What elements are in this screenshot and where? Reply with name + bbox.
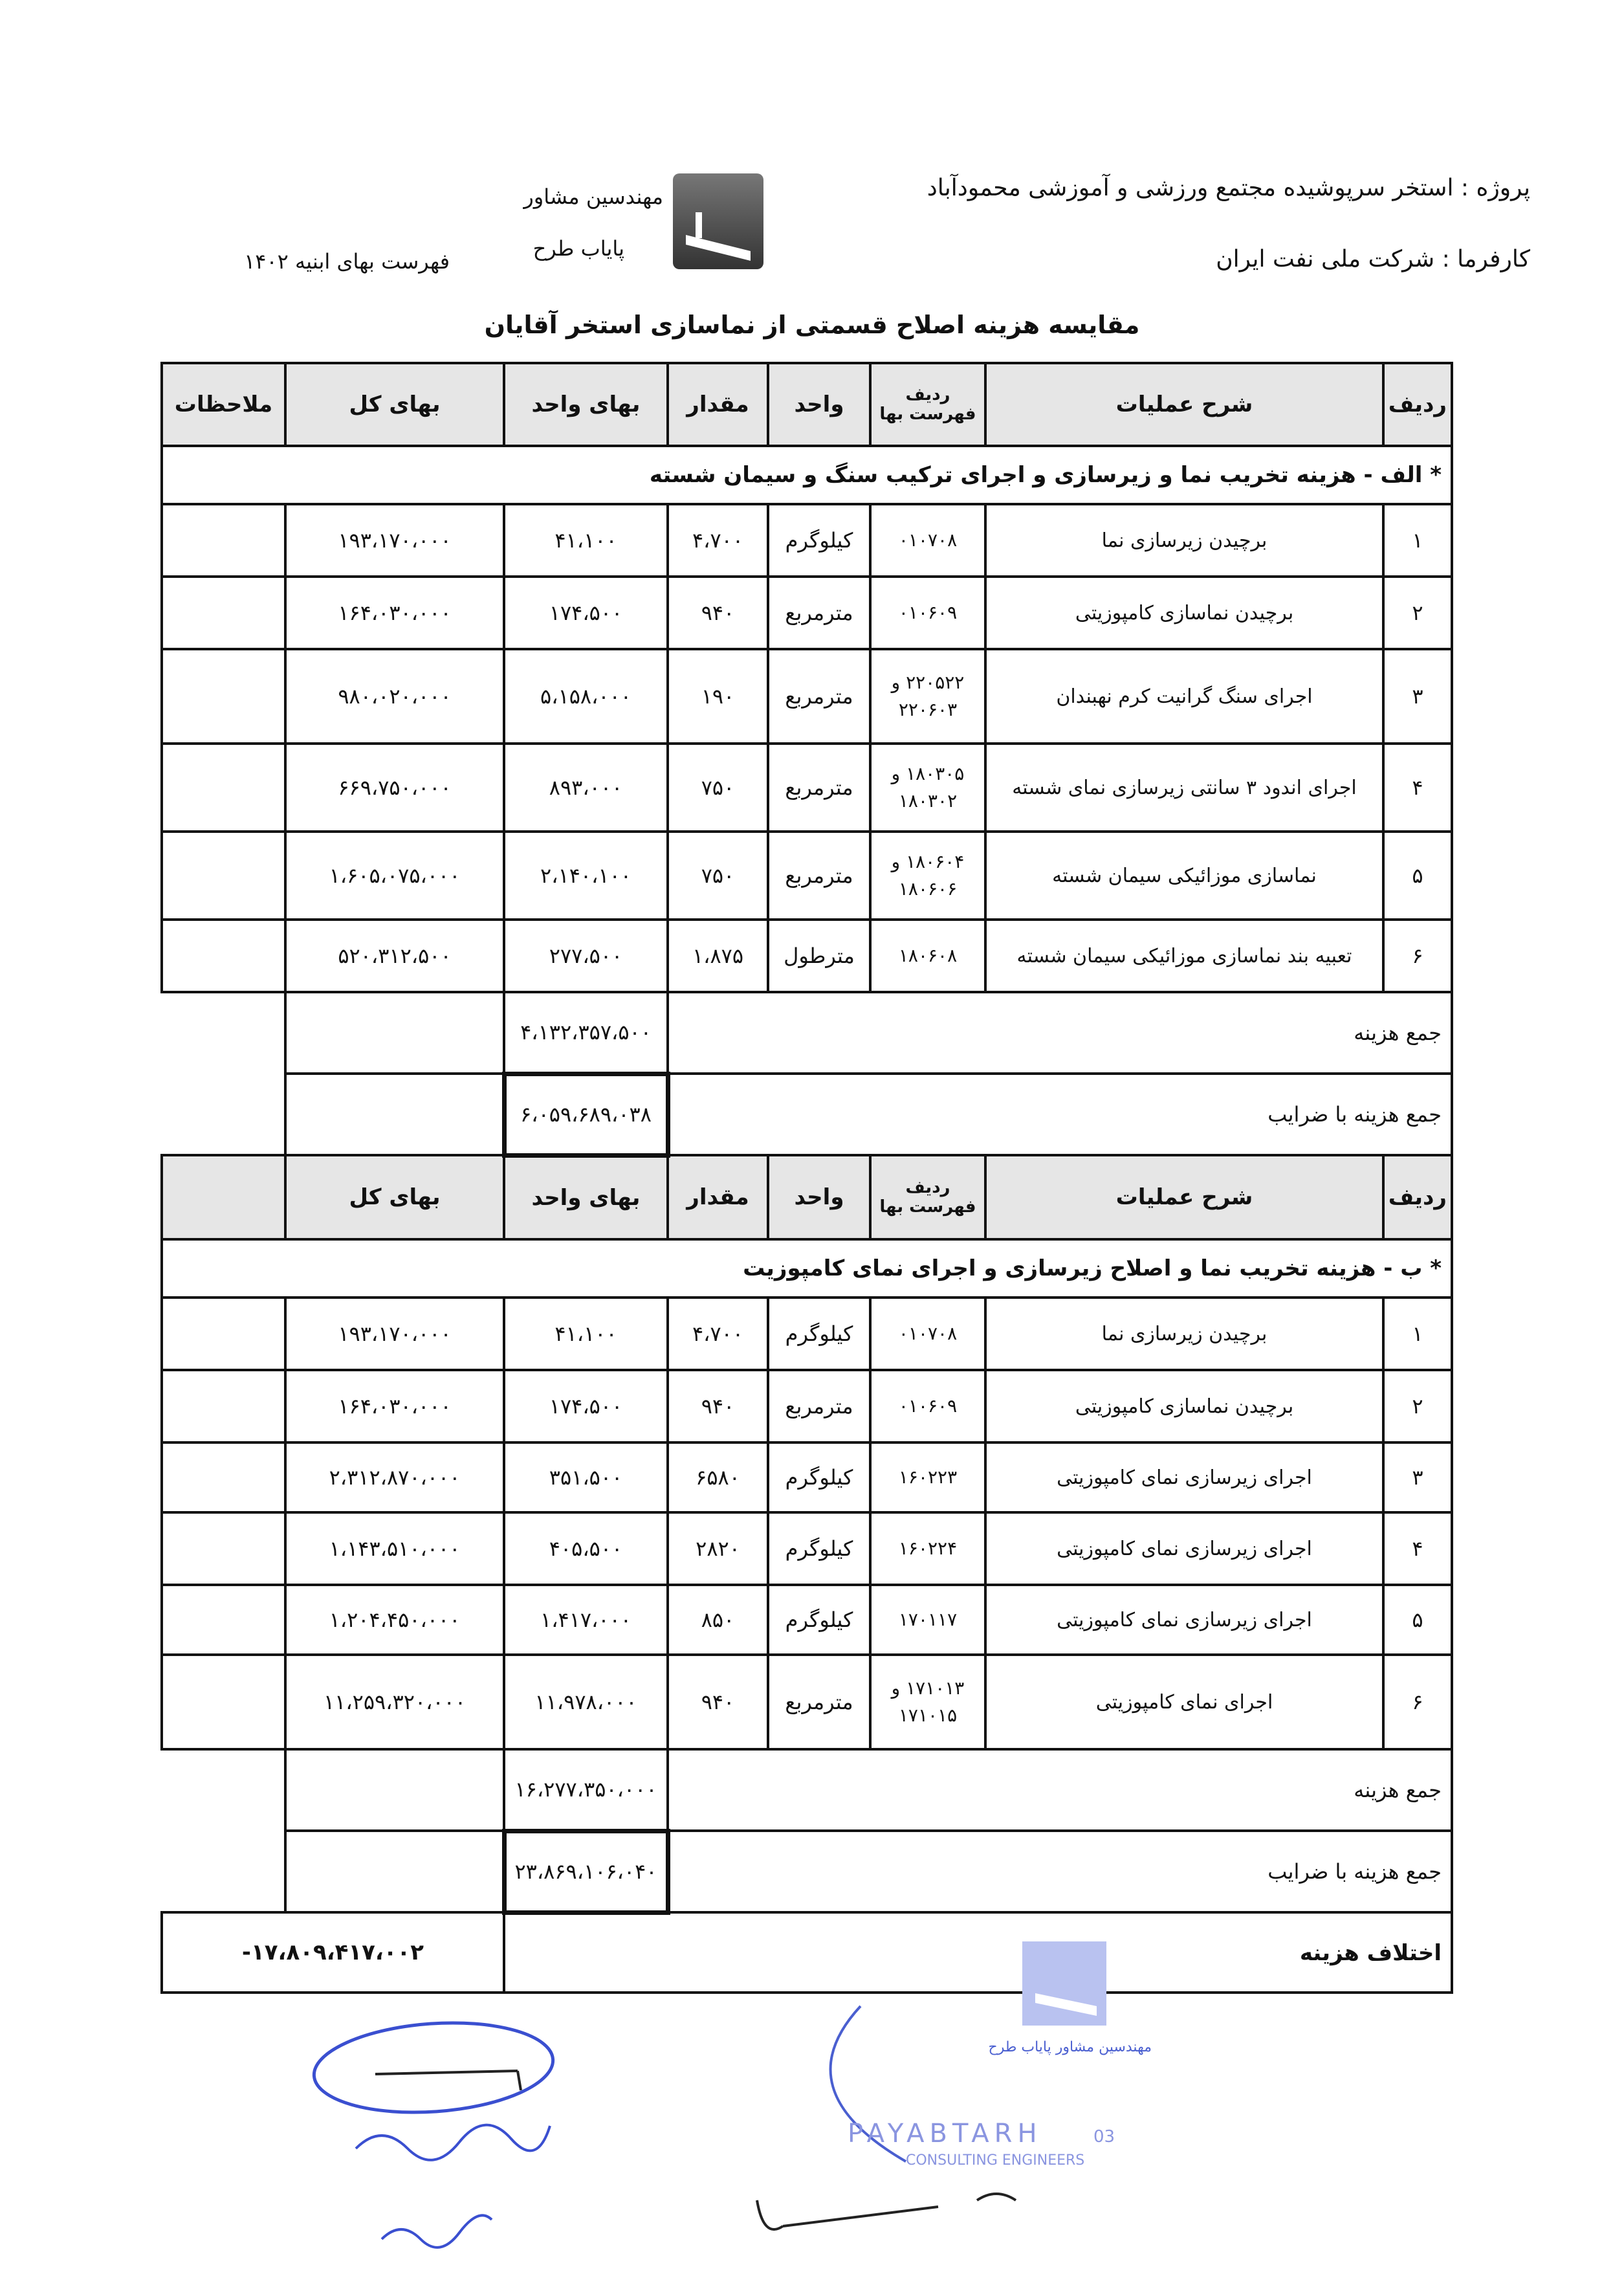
- row-number: ۶: [1383, 1655, 1452, 1749]
- col-row: ردیف: [1383, 363, 1452, 446]
- unit-price: ۴۰۵،۵۰۰: [504, 1512, 668, 1585]
- unit-price: ۸۹۳،۰۰۰: [504, 744, 668, 832]
- consultant-logo: [673, 173, 763, 269]
- row-number: ۴: [1383, 744, 1452, 832]
- operation-desc: برچیدن نماسازی کامپوزیتی: [985, 577, 1383, 649]
- total-price: ۲،۳۱۲،۸۷۰،۰۰۰: [285, 1442, 504, 1512]
- row-number: ۲: [1383, 577, 1452, 649]
- notes-cell: [162, 1585, 285, 1655]
- total-price: ۱۱،۲۵۹،۳۲۰،۰۰۰: [285, 1655, 504, 1749]
- quantity: ۱۹۰: [668, 649, 768, 744]
- notes-cell: [162, 920, 285, 992]
- operation-desc: تعبیه بند نماسازی موزائیکی سیمان شسته: [985, 920, 1383, 992]
- total-price: ۱۹۳،۱۷۰،۰۰۰: [285, 1298, 504, 1370]
- section-title: * ب - هزینه تخریب نما و اصلاح زیرسازی و اجرای نمای کامپوزیت: [162, 1239, 1452, 1298]
- approval-stamp: [744, 1928, 1184, 2265]
- notes-cell: [162, 744, 285, 832]
- row-number: ۳: [1383, 649, 1452, 744]
- price-list-ref: ۱۶۰۲۲۳: [870, 1442, 985, 1512]
- signature-left: [304, 2019, 602, 2278]
- table-row: [162, 1298, 1452, 1370]
- row-number: ۵: [1383, 832, 1452, 920]
- total-price: ۱،۱۴۳،۵۱۰،۰۰۰: [285, 1512, 504, 1585]
- table-row: [162, 577, 1452, 649]
- price-list-ref: ۱۷۱۰۱۳ و ۱۷۱۰۱۵: [870, 1655, 985, 1749]
- col-ref-bottom: فهرست بها: [879, 1197, 976, 1217]
- quantity: ۶۵۸۰: [668, 1442, 768, 1512]
- col-qty: مقدار: [668, 1155, 768, 1239]
- table-row: [162, 1512, 1452, 1585]
- operation-desc: اجرای زیرسازی نمای کامپوزیتی: [985, 1442, 1383, 1512]
- unit-price: ۵،۱۵۸،۰۰۰: [504, 649, 668, 744]
- consultant-line1: مهندسین مشاور: [523, 184, 663, 209]
- row-number: ۶: [1383, 920, 1452, 992]
- unit: مترمربع: [768, 577, 870, 649]
- unit: کیلوگرم: [768, 1298, 870, 1370]
- table-row: [162, 1655, 1452, 1749]
- col-notes-empty: [162, 1155, 285, 1239]
- notes-cell: [162, 1512, 285, 1585]
- col-ref-top: ردیف: [905, 385, 950, 404]
- operation-desc: برچیدن زیرسازی نما: [985, 1298, 1383, 1370]
- col-total: بهای کل: [285, 363, 504, 446]
- notes-cell: [162, 832, 285, 920]
- unit-price: ۳۵۱،۵۰۰: [504, 1442, 668, 1512]
- total-price: ۹۸۰،۰۲۰،۰۰۰: [285, 649, 504, 744]
- col-unit: واحد: [768, 1155, 870, 1239]
- difference-label: اختلاف هزینه: [504, 1912, 1452, 1993]
- stamp-name-fa: مهندسین مشاور پایاب طرح: [988, 2039, 1152, 2055]
- quantity: ۹۴۰: [668, 1370, 768, 1442]
- table-row: [162, 832, 1452, 920]
- row-number: ۱: [1383, 504, 1452, 577]
- unit: کیلوگرم: [768, 504, 870, 577]
- tax-sum-row-value: ۲۳،۸۶۹،۱۰۶،۰۴۰: [504, 1831, 668, 1912]
- price-list-ref: ۱۸۰۳۰۵ و ۱۸۰۳۰۲: [870, 744, 985, 832]
- row-number: ۵: [1383, 1585, 1452, 1655]
- notes-cell: [285, 1831, 504, 1912]
- operation-desc: اجرای نمای کامپوزیتی: [985, 1655, 1383, 1749]
- table-row: [162, 744, 1452, 832]
- unit-price: ۱،۴۱۷،۰۰۰: [504, 1585, 668, 1655]
- unit: کیلوگرم: [768, 1512, 870, 1585]
- unit: مترمربع: [768, 649, 870, 744]
- total-price: ۵۲۰،۳۱۲،۵۰۰: [285, 920, 504, 992]
- operation-desc: نماسازی موزائیکی سیمان شسته: [985, 832, 1383, 920]
- section-title-row: [162, 446, 1452, 504]
- sum-row-value: ۱۶،۲۷۷،۳۵۰،۰۰۰: [504, 1749, 668, 1831]
- table-row: [162, 920, 1452, 992]
- unit: مترمربع: [768, 1655, 870, 1749]
- unit: مترمربع: [768, 744, 870, 832]
- col-total: بهای کل: [285, 1155, 504, 1239]
- unit: مترطول: [768, 920, 870, 992]
- quantity: ۷۵۰: [668, 832, 768, 920]
- unit-price: ۱۱،۹۷۸،۰۰۰: [504, 1655, 668, 1749]
- unit-price: ۱۷۴،۵۰۰: [504, 577, 668, 649]
- total-price: ۱۹۳،۱۷۰،۰۰۰: [285, 504, 504, 577]
- table-header-row: [162, 1155, 1452, 1239]
- tax-sum-row-label: جمع هزینه با ضرایب: [668, 1831, 1452, 1912]
- quantity: ۲۸۲۰: [668, 1512, 768, 1585]
- unit-price: ۴۱،۱۰۰: [504, 504, 668, 577]
- notes-cell: [162, 577, 285, 649]
- stamp-number: 03: [1093, 2127, 1115, 2147]
- unit: مترمربع: [768, 832, 870, 920]
- project-name: پروژه : استخر سرپوشیده مجتمع ورزشی و آموزشی محمودآباد: [927, 175, 1530, 201]
- total-price: ۱،۶۰۵،۰۷۵،۰۰۰: [285, 832, 504, 920]
- operation-desc: اجرای زیرسازی نمای کامپوزیتی: [985, 1585, 1383, 1655]
- price-list-ref: ۱۸۰۶۰۴ و ۱۸۰۶۰۶: [870, 832, 985, 920]
- quantity: ۱،۸۷۵: [668, 920, 768, 992]
- unit: کیلوگرم: [768, 1442, 870, 1512]
- notes-cell: [162, 1655, 285, 1749]
- col-notes: ملاحظات: [162, 363, 285, 446]
- sum-row-label: جمع هزینه: [668, 1749, 1452, 1831]
- unit: کیلوگرم: [768, 1585, 870, 1655]
- total-price: ۱۶۴،۰۳۰،۰۰۰: [285, 1370, 504, 1442]
- price-list-ref: ۱۸۰۶۰۸: [870, 920, 985, 992]
- sum-row-label: جمع هزینه: [668, 992, 1452, 1074]
- page-title: مقایسه هزینه اصلاح قسمتی از نماسازی استخر آقایان: [484, 311, 1140, 339]
- notes-cell: [285, 1074, 504, 1155]
- sum-row: [162, 992, 1452, 1074]
- table-row: [162, 1370, 1452, 1442]
- price-list-label: فهرست بهای ابنیه ۱۴۰۲: [244, 249, 450, 274]
- sum-row: [162, 1749, 1452, 1831]
- quantity: ۷۵۰: [668, 744, 768, 832]
- col-unit-price: بهای واحد: [504, 1155, 668, 1239]
- section-title: * الف - هزینه تخریب نما و زیرسازی و اجرای ترکیب سنگ و سیمان شسته: [162, 446, 1452, 504]
- operation-desc: برچیدن زیرسازی نما: [985, 504, 1383, 577]
- price-list-ref: ۰۱۰۷۰۸: [870, 1298, 985, 1370]
- unit-price: ۴۱،۱۰۰: [504, 1298, 668, 1370]
- sum-row-value: ۴،۱۳۲،۳۵۷،۵۰۰: [504, 992, 668, 1074]
- notes-cell: [285, 1749, 504, 1831]
- quantity: ۴،۷۰۰: [668, 1298, 768, 1370]
- total-price: ۱،۲۰۴،۴۵۰،۰۰۰: [285, 1585, 504, 1655]
- col-desc: شرح عملیات: [985, 1155, 1383, 1239]
- tax-sum-row-value: ۶،۰۵۹،۶۸۹،۰۳۸: [504, 1074, 668, 1155]
- total-price: ۱۶۴،۰۳۰،۰۰۰: [285, 577, 504, 649]
- unit-price: ۲،۱۴۰،۱۰۰: [504, 832, 668, 920]
- col-unit: واحد: [768, 363, 870, 446]
- notes-cell: [162, 504, 285, 577]
- col-ref-top: ردیف: [905, 1178, 950, 1197]
- row-number: ۴: [1383, 1512, 1452, 1585]
- client-name: کارفرما : شرکت ملی نفت ایران: [1216, 246, 1530, 272]
- total-price: ۶۶۹،۷۵۰،۰۰۰: [285, 744, 504, 832]
- operation-desc: اجرای اندود ۳ سانتی زیرسازی نمای شسته: [985, 744, 1383, 832]
- unit: مترمربع: [768, 1370, 870, 1442]
- quantity: ۴،۷۰۰: [668, 504, 768, 577]
- price-list-ref: ۲۲۰۵۲۲ و ۲۲۰۶۰۳: [870, 649, 985, 744]
- notes-cell: [285, 992, 504, 1074]
- operation-desc: برچیدن نماسازی کامپوزیتی: [985, 1370, 1383, 1442]
- table-header-row: [162, 363, 1452, 446]
- stamp-name-en: PAYABTARH: [848, 2119, 1042, 2149]
- section-title-row: [162, 1239, 1452, 1298]
- col-ref: [870, 363, 985, 446]
- col-unit-price: بهای واحد: [504, 363, 668, 446]
- col-ref: [870, 1155, 985, 1239]
- notes-cell: [162, 649, 285, 744]
- row-number: ۳: [1383, 1442, 1452, 1512]
- operation-desc: اجرای سنگ گرانیت کرم نهبندان: [985, 649, 1383, 744]
- difference-value: -۱۷،۸۰۹،۴۱۷،۰۰۲: [162, 1912, 504, 1993]
- quantity: ۹۴۰: [668, 1655, 768, 1749]
- notes-cell: [162, 1442, 285, 1512]
- stamp-subtitle: CONSULTING ENGINEERS: [906, 2152, 1085, 2169]
- col-qty: مقدار: [668, 363, 768, 446]
- table-row: [162, 1442, 1452, 1512]
- row-number: ۱: [1383, 1298, 1452, 1370]
- quantity: ۸۵۰: [668, 1585, 768, 1655]
- col-row: ردیف: [1383, 1155, 1452, 1239]
- table-row: [162, 649, 1452, 744]
- price-list-ref: ۱۶۰۲۲۴: [870, 1512, 985, 1585]
- price-list-ref: ۰۱۰۶۰۹: [870, 1370, 985, 1442]
- tax-sum-row: [162, 1831, 1452, 1912]
- cost-comparison-table: [160, 362, 1453, 1994]
- table-row: [162, 1585, 1452, 1655]
- unit-price: ۱۷۴،۵۰۰: [504, 1370, 668, 1442]
- tax-sum-row-label: جمع هزینه با ضرایب: [668, 1074, 1452, 1155]
- col-ref-bottom: فهرست بها: [879, 404, 976, 424]
- row-number: ۲: [1383, 1370, 1452, 1442]
- price-list-ref: ۰۱۰۶۰۹: [870, 577, 985, 649]
- unit-price: ۲۷۷،۵۰۰: [504, 920, 668, 992]
- price-list-ref: ۰۱۰۷۰۸: [870, 504, 985, 577]
- tax-sum-row: [162, 1074, 1452, 1155]
- col-desc: شرح عملیات: [985, 363, 1383, 446]
- table-row: [162, 504, 1452, 577]
- quantity: ۹۴۰: [668, 577, 768, 649]
- consultant-line2: پایاب طرح: [532, 236, 624, 261]
- notes-cell: [162, 1370, 285, 1442]
- operation-desc: اجرای زیرسازی نمای کامپوزیتی: [985, 1512, 1383, 1585]
- notes-cell: [162, 1298, 285, 1370]
- price-list-ref: ۱۷۰۱۱۷: [870, 1585, 985, 1655]
